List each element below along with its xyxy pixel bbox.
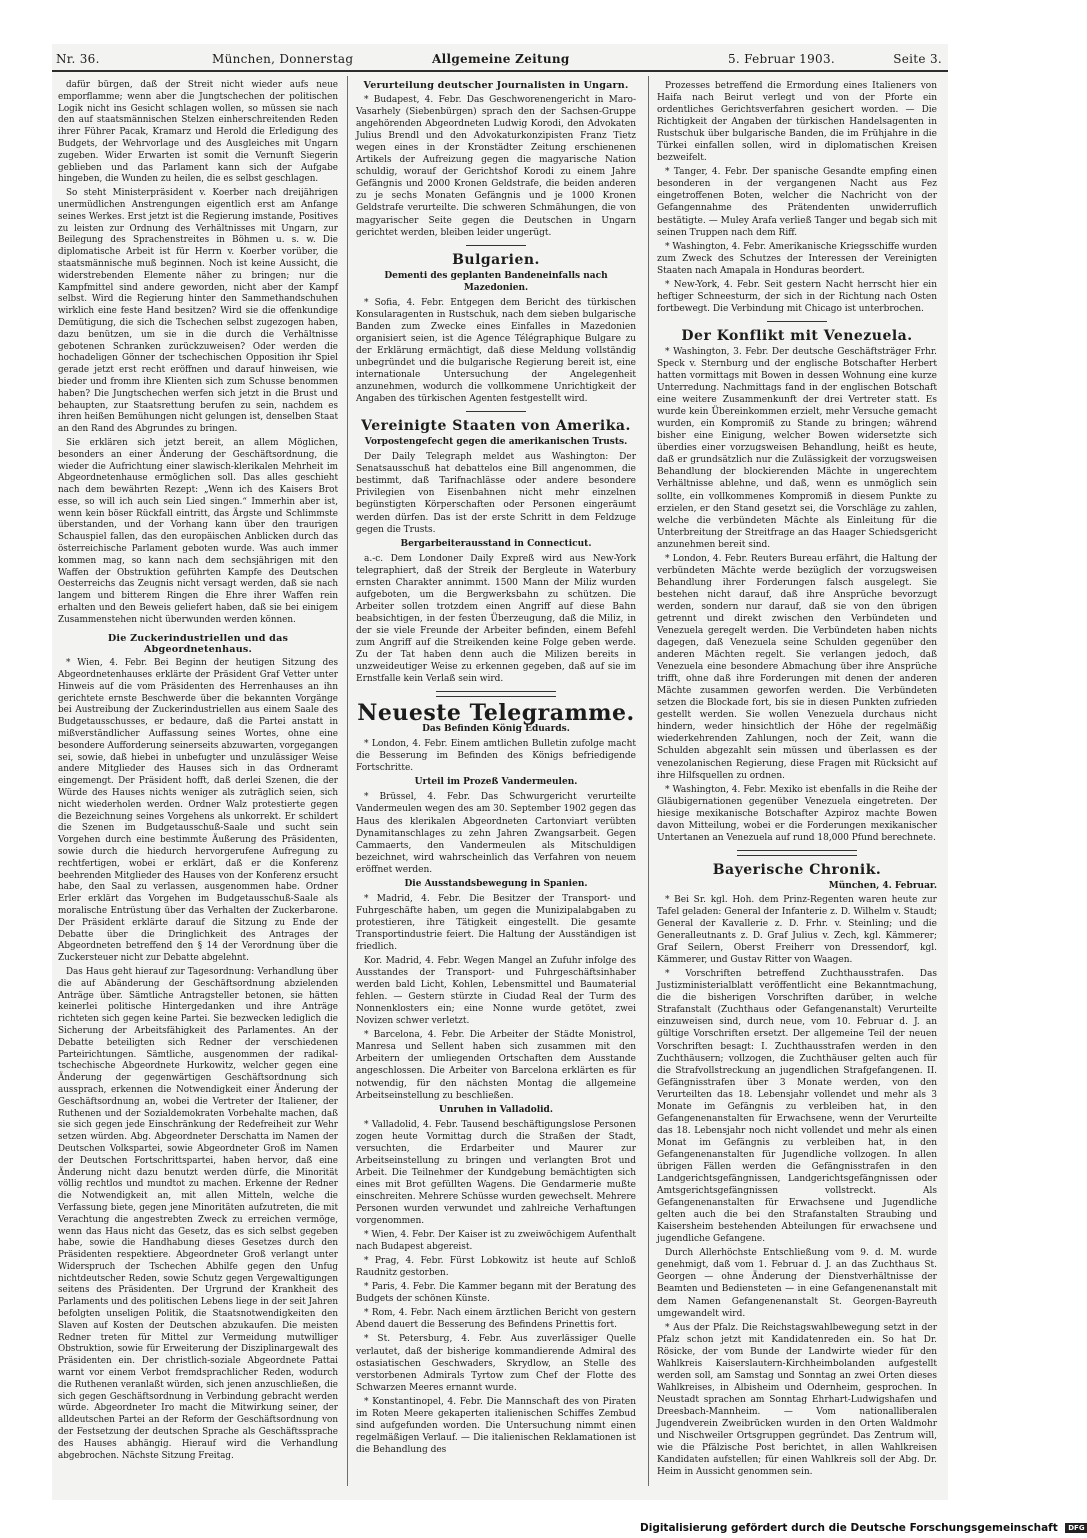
paragraph: dafür bürgen, daß der Streit nicht wieder aufs neue emporflamme; wenn aber die Jungtschechen der politischen Logik nicht ins Gesicht schlagen wollen, so müssen sie nach den auf staatsmännischen Stelzen einherschreitenden Reden ihrer Führer Pacak, Kramarz und Herold die Erledigung des Budgets, der Wehrvorlage und des Ausgleiches mit Ungarn zugeben. Wider Erwarten ist somit die Vernunft Siegerin geblieben und das Parlament kann sich der Aufgabe hingeben, die Wunden zu heilen, die es selbst geschlagen. — [58, 80, 338, 185]
paragraph: * Tanger, 4. Febr. Der spanische Gesandte empfing einen besonderen in der vergangenen Nacht aus Fez eingetroffenen Boten, welcher die Nachricht von der Gefangennahme des Prätendenten unwiderruflich bestätigte. — Muley Arafa verließ Tanger und begab sich mit seinen Truppen nach dem Riff. — [657, 167, 937, 238]
credit-text: Digitalisierung gefördert durch die Deutsche Forschungsgemeinschaft — [640, 1522, 1058, 1534]
paragraph: * Wien, 4. Febr. Der Kaiser ist zu zweiwöchigem Aufenthalt nach Budapest abgereist. — [356, 1230, 636, 1253]
paragraph: * Wien, 4. Febr. Bei Beginn der heutigen Sitzung des Abgeordnetenhauses erklärte der Präsident Graf Vetter unter Hinweis auf die vom Präsidenten des Herrenhauses an ihn gerichtete ernste Beschwerde über die bekannten Vorgänge bei Austreibung der Zuckerindustriellen aus einem Saale des Budgetausschusses, er bedaure, daß die Partei anstatt in mißverständlicher Auffassung seines Wortes, ohne eine besondere Aufforderung seinerseits abzuwarten, vorgegangen sei, sowie, daß hiebei in unbefugter und unzulässiger Weise andere Mitglieder des Hauses sich in das Ordneramt eingemengt. Der Präsident hofft, daß derlei Szenen, die der Würde des Hauses nichts weniger als zuträglich seien, sich nicht wiederholen werden. Ordner Walz protestierte gegen die Bezeichnung seines Vorgehens als unkorrekt. Er schildert die Szenen im Budgetausschuß-Saale und sucht sein Vorgehen durch eine bestimmte Äußerung des Präsidenten, sowie durch die hiedurch hervorgerufene Aufregung zu rechtfertigen, wobei er erklärt, daß er die Konferenz beehrenden Mitglieder des Hauses von der Konferenz ersucht habe, den Saal zu verlassen, ausgenommen habe. Ordner Erler erklärt das Vorgehen im Budgetausschuß-Saale als moralische Entrüstung über das Verhalten der Zuckerbarone. Der Präsident erklärte darauf die Sitzung zu Ende der Debatte über die Dringlichkeit des Antrages der Abgeordneten betreffend den § 14 der Verordnung über die Zuckersteuer nicht zur Debatte abgelehnt. — [58, 658, 338, 964]
paper-name: Allgemeine Zeitung — [432, 52, 570, 66]
section-heading-venezuela: Der Konflikt mit Venezuela. — [681, 327, 913, 344]
paragraph: * Rom, 4. Febr. Nach einem ärztlichen Bericht von gestern Abend dauert die Besserung des Befindens Prinettis fort. — [356, 1308, 636, 1331]
subheading-dementi: Dementi des geplanten Bandeneinfalls nach Mazedonien. — [384, 270, 608, 293]
issue-date: 5. Februar 1903. — [728, 52, 836, 66]
subheading-vandermeulen: Urteil im Prozeß Vandermeulen. — [414, 777, 578, 788]
dfg-logo-icon: DFG — [1065, 1523, 1087, 1533]
paragraph: * New-York, 4. Febr. Seit gestern Nacht herrscht hier ein heftiger Schneesturm, der sich in der Richtung nach Osten fortbewegt. Die Verbindung mit Chicago ist unterbrochen. — [657, 279, 937, 314]
issue-number: Nr. 36. — [56, 52, 100, 66]
divider — [767, 321, 827, 322]
column-left — [58, 80, 338, 1485]
section-heading-amerika: Vereinigte Staaten von Amerika. — [361, 418, 631, 435]
header-rule — [52, 70, 948, 72]
dateline-muenchen: München, 4. Februar. — [828, 880, 937, 891]
paragraph: * Valladolid, 4. Febr. Tausend beschäftigungslose Personen zogen heute Vormittag durch die Straßen der Stadt, versuchten, die Erdarbeiter und Maurer zur Arbeitseinstellung zu bringen und verlangten Brot und Arbeit. Die Teilnehmer der Kundgebung bemächtigten sich eines mit Brot gefüllten Wagens. Die Gendarmerie mußte einschreiten. Mehrere Schüsse wurden gewechselt. Mehrere Personen wurden verwundet und zahlreiche Verhaftungen vorgenommen. — [356, 1119, 636, 1227]
subheading-spanien: Die Ausstandsbewegung in Spanien. — [404, 878, 588, 889]
section-heading-bayerische-chronik: Bayerische Chronik. — [712, 861, 882, 878]
paragraph: a.-c. Dem Londoner Daily Expreß wird aus New-York telegraphiert, daß der Streik der Bergleute in Waterbury ernsten Charakter annimmt. 1500 Mann der Miliz wurden aufgeboten, um die Bergwerksbahn zu schützen. Die Arbeiter sollen trotzdem einen Angriff auf diese Bahn beabsichtigen, in der festen Überzeugung, daß die Miliz, in der sie viele Freunde der Arbeiter befinden, einem Befehl zum Angriff auf die Streikenden keine Folge geben werde. Zu der Tat haben denn auch die Milizen bereits in unzweideutiger Weise zu erkennen gegeben, daß auf sie im Ernstfalle kein Verlaß sein wird. — [356, 553, 636, 685]
paragraph: * London, 4. Febr. Reuters Bureau erfährt, die Haltung der verbündeten Mächte werde bezüglich der vorzugsweisen Behandlung ihrer Forderungen falsch ausgelegt. Sie bestehen nicht darauf, daß ihre Ansprüche bevorzugt werden, sondern nur darauf, daß sie von den übrigen getrennt und direkt zwischen den Verbündeten und Venezuela geregelt werden. Die Verbündeten haben nichts dagegen, daß Venezuela seine Schulden gegenüber den anderen Mächten regelt. Sie verlangen jedoch, daß Venezuela eine besondere Abmachung über ihre Ansprüche trifft, ohne daß ihre Forderungen mit denen der anderen Mächte zusammen geworfen werden. Die Verbündeten setzen die Blockade fort, bis sie in diesen Punkten zufrieden gestellt werden. Sie wollen Venezuela durchaus nicht hindern, weder hinsichtlich der Höhe der regelmäßig wiederkehrenden Zahlungen, noch der Zeit, wann die Schulden abgezahlt sein müssen und überlassen es der venezolanischen Regierung, diese Fragen mit Rücksicht auf ihre Hilfsquellen zu ordnen. — [657, 553, 937, 781]
subheading-koenig: Das Befinden König Eduards. — [422, 724, 570, 735]
running-head — [52, 52, 948, 70]
section-heading-telegramme: Neueste Telegramme. — [357, 700, 635, 727]
paragraph: Das Haus geht hierauf zur Tagesordnung: Verhandlung über die auf Abänderung der Geschäftsordnung abzielenden Anträge über. Sämtliche Antragsteller betonen, sie hätten keinerlei politische Hintergedanken und ihre Anträge richteten sich gegen keine Partei. Sie bezwecken lediglich die Sicherung der Arbeitsfähigkeit des Parlamentes. An der Debatte beteiligten sich Redner der verschiedenen Parteirichtungen. Sämtliche, ausgenommen der radikal-tschechische Abgeordnete Hurkowitz, welcher gegen eine Änderung der gegenwärtigen Geschäftsordnung sich aussprach, erkennen die Notwendigkeit einer Änderung der Geschäftsordnung an, wobei die Vertreter der Italiener, der Ruthenen und der Sozialdemokraten Vorbehalte machen, daß sie sich gegen jede Einschränkung der Redefreiheit zur Wehr setzen würden. Abg. Abgeordneter Derschatta im Namen der Deutschen Volkspartei, sowie Abgeordneter Groß im Namen der Deutschen Fortschrittspartei, haben hervor, daß eine Änderung nicht dazu benutzt werden dürfe, die Minorität völlig rechtlos und mundtot zu machen. Erkenne der Redner die Notwendigkeit an, mit allen Mitteln, welche die Verfassung biete, gegen jene Minoritäten aufzutreten, die mit Verachtung die angestrebten Zweck zu erreichen vermöge, wenn das Haus nicht das Gesetz, das es sich selbst gegeben habe, sowie die Handhabung dieses Gesetzes durch den Präsidenten respektiere. Abgeordneter Groß verlangt unter Widerspruch der Tschechen Abhilfe gegen den Unfug nichtdeutscher Reden, sowie Schutz gegen Vergewaltigungen seitens des Präsidenten. Der Urgrund der Krankheit des Parlaments und des politischen Lebens liege in der seit Jahren befolgten unseligen Politik, die Staatsnotwendigkeiten den Slaven auf Kosten der Deutschen abzukaufen. Die meisten Redner treten für Mittel zur Vermeidung mutwilliger Obstruktion, sowie für Erweiterung der Disziplinargewalt des Präsidenten ein. Der christlich-soziale Abgeordnete Pattai warnt vor einem Verbot fremdsprachlicher Reden, wodurch die Ruthenen veranlaßt würden, sich jenen anzuschließen, die sich gegen Geschäftsordnung in Verbindung gebracht werden würde. Abgeordneter Iro macht die Mitwirkung seiner, der alldeutschen Partei an der Reform der Geschäftsordnung von der Festsetzung der deutschen Sprache als Geschäftssprache des Hauses abhängig. Hierauf wird die Verhandlung abgebrochen. Nächste Sitzung Freitag. — [58, 966, 338, 1461]
divider — [466, 411, 526, 412]
paragraph: * Bei Sr. kgl. Hoh. dem Prinz-Regenten waren heute zur Tafel geladen: General der Infanterie z. D. Wilhelm v. Staudt; General der Kavallerie z. D. Frhr. v. Steinling; und die Generalleutnants z. D. Graf Julius v. Zech, kgl. Kämmerer; Graf Seilern, Oberst Freiherr von Dressendorf, kgl. Kämmerer, und Gustav Ritter von Waagen. — [657, 894, 937, 966]
divider-double — [737, 850, 857, 856]
paragraph: Der Daily Telegraph meldet aus Washington: Der Senatsausschuß hat debattelos eine Bill angenommen, die bestimmt, daß Tarifnachlässe oder andere besondere Privilegien von Eisenbahnen nicht mehr einzelnen begünstigten Körperschaften oder Personen eingeräumt werden dürfen. Das ist der erste Schritt in dem Feldzuge gegen die Trusts. — [356, 452, 636, 535]
divider — [466, 245, 526, 246]
column-middle — [356, 80, 636, 1485]
section-heading-bulgarien: Bulgarien. — [452, 251, 540, 268]
subheading-journalisten: Verurteilung deutscher Journalisten in Ungarn. — [363, 80, 629, 91]
paragraph: * Washington, 4. Febr. Amerikanische Kriegsschiffe wurden zum Zweck des Schutzes der Interessen der Vereinigten Staaten nach Amapala in Honduras beordert. — [657, 241, 937, 276]
paragraph: * Sofia, 4. Febr. Entgegen dem Bericht des türkischen Konsularagenten in Rustschuk, nach dem sieben bulgarische Banden zum Zwecke eines Einfalles in Mazedonien organisiert seien, ist die Agence Télégraphique Bulgare zu der Erklärung ermächtigt, daß diese Meldung vollständig unbegründet und die bulgarische Regierung bereit ist, eine internationale Untersuchung der Angelegenheit anzunehmen, wodurch die vollkommene Unrichtigkeit der Angaben des türkischen Agenten festgestellt wird. — [356, 297, 636, 405]
column-rule-2 — [648, 76, 649, 1486]
subheading-trusts: Vorpostengefecht gegen die amerikanischen Trusts. — [364, 437, 628, 448]
digitization-credit — [640, 1522, 1085, 1536]
paragraph: Prozesses betreffend die Ermordung eines Italieners von Haifa nach Beirut verlegt und von der Pforte ein ordentliches Gerichtsverfahren gesichert worden. — Die Richtigkeit der Angaben der türkischen Handelsagenten in Rustschuk über bulgarische Banden, die im Frühjahre in die Türkei einfallen sollen, wird in diplomatischen Kreisen bezweifelt. — [657, 81, 937, 164]
paragraph: * Vorschriften betreffend Zuchthausstrafen. Das Justizministerialblatt veröffentlicht eine Bekanntmachung, die die bisherigen Vorschriften darüber, in welche Strafanstalt (Zuchthaus oder Gefangenanstalt) Verurteilte einzuweisen sind, durch neue, vom 10. Februar d. J. an gültige Vorschriften ersetzt. Der allgemeine Teil der neuen Vorschriften besagt: I. Zuchthausstrafen werden in den Zuchthäusern; vollzogen, die Zuchthäuser gelten auch für die Strafvollstreckung an jugendlichen Strafgefangenen. II. Gefängnisstrafen über 3 Monate werden, von den Verurteilten das 18. Lebensjahr vollendet und mehr als 3 Monate im Gefängnis zu verbleiben hat, in den Gefangenenanstalten für Erwachsene, wenn der Verurteilte das 18. Lebensjahr noch nicht vollendet und mehr als einen Monat im Gefängnis zu verbleiben hat, in den Gefangenenanstalten für Jugendliche vollzogen. In allen übrigen Fällen werden die Gefängnisstrafen in den Landgerichtsgefängnissen, Landgerichtsgefängnissen oder Amtsgerichtsgefängnissen vollstreckt. Als Gefangenenanstalten für Erwachsene und Jugendliche gelten auch die bei den Strafanstalten Straubing und Kaisersheim bestehenden Abteilungen für erwachsene und jugendliche Gefangene. — [657, 969, 937, 1245]
place-day: München, Donnerstag — [212, 52, 354, 66]
column-rule-1 — [347, 76, 348, 1486]
paragraph: * Budapest, 4. Febr. Das Geschworenengericht in Maro-Vasarhely (Siebenbürgen) sprach den der Sachsen-Gruppe angehörenden Abgeordneten Ludwig Korodi, den Advokaten Julius Brendl und den Advokaturkonzipisten Franz Tietz wegen eines in der Kronstädter Zeitung erschienenen Artikels der Aufreizung gegen die magyarische Nation schuldig, worauf der Gerichtshof Korodi zu einem Jahre Gefängnis und 2000 Kronen Geldstrafe, die beiden anderen zu je sechs Monaten Gefängnis und je 1000 Kronen Geldstrafe verurteilte. Die schweren Schmähungen, die von magyarischer Seite gegen die Deutschen in Ungarn gerichtet werden, bleiben leider ungerügt. — [356, 95, 636, 238]
paragraph: * Prag, 4. Febr. Fürst Lobkowitz ist heute auf Schloß Raudnitz gestorben. — [356, 1256, 636, 1279]
divider-double — [436, 691, 556, 697]
paragraph: Kor. Madrid, 4. Febr. Wegen Mangel an Zufuhr infolge des Ausstandes der Transport- und Fuhrgeschäftsinhaber werden bald Licht, Kohlen, Lebensmittel und Baumaterial fehlen. — Gestern stürzte in Ciudad Real der Turm des Nonnenklosters ein; eine Nonne wurde getötet, zwei Novizen schwer verletzt. — [356, 956, 636, 1027]
paragraph: * London, 4. Febr. Einem amtlichen Bulletin zufolge macht die Besserung im Befinden des Königs befriedigende Fortschritte. — [356, 739, 636, 774]
paragraph: * St. Petersburg, 4. Febr. Aus zuverlässiger Quelle verlautet, daß der bisherige kommandierende Admiral des ostasiatischen Geschwaders, Skrydlow, an Stelle des verstorbenen Admirals Tyrtow zum Chef der Flotte des Schwarzen Meeres ernannt wurde. — [356, 1334, 636, 1393]
paragraph: * Brüssel, 4. Febr. Das Schwurgericht verurteilte Vandermeulen wegen des am 30. September 1902 gegen das Haus des klerikalen Abgeordneten Cartonviart verübten Dynamitanschlages zu zehn Jahren Zwangsarbeit. Gegen Cammaerts, den Vandermeulen als Mitschuldigen bezeichnet, wird wahrscheinlich das Verfahren von neuem eröffnet werden. — [356, 792, 636, 875]
paragraph: * Konstantinopel, 4. Febr. Die Mannschaft des von Piraten im Roten Meere gekaperten italienischen Schiffes Zembud sind aufgefunden worden. Die Untersuchung nimmt einen regelmäßigen Verlauf. — Die italienischen Reklamationen ist die Behandlung des — [356, 1396, 636, 1455]
paragraph: So steht Ministerpräsident v. Koerber nach dreijährigen unermüdlichen Anstrengungen eigentlich erst am Anfange seines Werkes. Erst jetzt ist die Regierung imstande, Positives zu leisten zur Ordnung des Verhältnisses mit Ungarn, zur Beilegung des Sprachenstreites in Böhmen u. s. w. Die diplomatische Arbeit ist für Herrn v. Koerber vorüber, die staatsmännische muß beginnen. Noch ist keine Aussicht, die widerstrebenden Elemente näher zu bringen; nur die Kampfmittel sind andere geworden, nicht aber der Kampf selbst. Wird die Regierung hinter den Sammethandschuhen wirklich eine feste Hand besitzen? Wird sie die offenkundige Demütigung, die sich die Tschechen selbst zugezogen haben, dazu benützen, um sie in die durch die Verhältnisse gebotenen Schranken zurückzuweisen? Oder werden die hochadeligen Gönner der tschechischen Opposition ihr Spiel gerade jetzt erst recht eröffnen und darauf hinweisen, wie bieder und fromm ihre Klienten sich zum Schusse benommen haben? Die Jungtschechen werfen sich jetzt in die Brust und behaupten, zur Staatsrettung berufen zu sein, nachdem es ihren heißen Bemühungen nicht gelungen ist, denselben Staat an den Rand des Abgrundes zu bringen. — [58, 188, 338, 435]
paragraph: Sie erklären sich jetzt bereit, an allem Möglichen, besonders an einer Änderung der Geschäftsordnung, die wieder die Aufrichtung einer slawisch-klerikalen Mehrheit im Abgeordnetenhause ermöglichen soll. Das alles geschieht nach dem bewährten Rezept: „Wenn ich des Kaisers Brot esse, so will ich auch sein Lied singen.“ Immerhin aber ist, wenn kein böser Rückfall eintritt, das Ärgste und Schlimmste überstanden, und der Vorhang kann über den traurigen Schauspiel fallen, das den europäischen Anblicken durch das österreichische Parlament geboten wurde. Was auch immer kommen mag, so kann nach dem sechsjährigen mit den Waffen der Obstruktion geführten Kampfe des Deutschen Oesterreichs das Zeugnis nicht versagt werden, daß sie nach langem und bitterem Ringen die Ehre ihrer Waffen rein erhalten und den Beweis geliefert haben, daß sie bei einigem Zusammenstehen nicht überwunden werden können. — [58, 437, 338, 625]
subheading-zuckerindustrielle: Die Zuckerindustriellen und das Abgeordnetenhaus. — [107, 632, 289, 656]
paragraph: * Barcelona, 4. Febr. Die Arbeiter der Städte Monistrol, Manresa und Sellent haben sich zusammen mit den Arbeitern der umliegenden Ortschaften dem Ausstande angeschlossen. Die Arbeiter von Barcelona erklärten es für notwendig, für den nächsten Montag die allgemeine Arbeitseinstellung zu beschließen. — [356, 1030, 636, 1101]
paragraph: * Washington, 4. Febr. Mexiko ist ebenfalls in die Reihe der Gläubigernationen gegenüber Venezuela eingetreten. Der hiesige mexikanische Botschafter Azpiroz machte Bowen davon Mitteilung, wobei er die Forderungen mexikanischer Untertanen an Venezuela auf rund 18,000 Pfund berechnete. — [657, 784, 937, 843]
subheading-connecticut: Bergarbeiterausstand in Connecticut. — [400, 538, 592, 549]
newspaper-page — [52, 44, 948, 1500]
paragraph: * Paris, 4. Febr. Die Kammer begann mit der Beratung des Budgets der schönen Künste. — [356, 1282, 636, 1305]
paragraph: Durch Allerhöchste Entschließung vom 9. d. M. wurde genehmigt, daß vom 1. Februar d. J. an das Zuchthaus St. Georgen — ohne Änderung der Dienstverhältnisse der Beamten und Bediensteten — in eine Gefangenenanstalt mit dem Namen Gefangenenanstalt St. Georgen-Bayreuth umgewandelt wird. — [657, 1248, 937, 1319]
paragraph: * Madrid, 4. Febr. Die Besitzer der Transport- und Fuhrgeschäfte haben, um gegen die Munizipalabgaben zu protestieren, ihre Tätigkeit eingestellt. Die gesamte Transportindustrie feiert. Die Haltung der Ausständigen ist friedlich. — [356, 893, 636, 952]
paragraph: * Washington, 3. Febr. Der deutsche Geschäftsträger Frhr. Speck v. Sternburg und der englische Botschafter Herbert hatten vormittags mit Bowen in dessen Wohnung eine kurze Unterredung. Nachmittags fand in der englischen Botschaft eine weitere Zusammenkunft der drei Vertreter statt. Es wurde kein Übereinkommen erzielt, mehr Versuche gemacht wurden, ein Kompromiß zu Stande zu bringen; während bisher eine Einigung, welcher Bowen widersetzte sich überdies einer vorzugsweisen Behandlung, heißt es heute, daß er grundsätzlich nur die Zulässigkeit der vorzugsweisen Behandlung der blockierenden Mächte in ungerechtem Verhältnisse ablehne, und daß, wenn es unmöglich sein sollte, ein vollkommenes Kompromiß in diesem Punkte zu erzielen, er den Stand gesetzt sei, die Vorschläge zu zahlen, welche die verbündeten Mächte als Einleitung für die Unterbreitung der Streitfrage an das Haager Schiedsgericht anzunehmen bereit sind. — [657, 346, 937, 550]
column-right — [657, 80, 937, 1485]
paragraph: * Aus der Pfalz. Die Reichstagswahlbewegung setzt in der Pfalz schon jetzt mit Kandidatenreden ein. So hat Dr. Rösicke, der vom Bunde der Landwirte wieder für den Wahlkreis Kaiserslautern-Kirchheimbolanden aufgestellt werden soll, am Samstag und Sonntag an zwei Orten dieses Wahlkreises, in Albisheim und Odernheim, gesprochen. In Neustadt sprachen am Sonntag Ehrhart-Ludwigshafen und Dreesbach-Mannheim. — Vom nationalliberalen Jugendverein Zweibrücken wurden in den Orten Waldmohr und Nischweiler Ortsgruppen gegründet. Das Zentrum will, wie die Pfälzische Post berichtet, in allen Wahlkreisen Kandidaten aufstellen; für einen Wahlkreis soll der Abg. Dr. Heim in Aussicht genommen sein. — [657, 1322, 937, 1478]
page-number: Seite 3. — [893, 52, 942, 66]
subheading-valladolid: Unruhen in Valladolid. — [439, 1104, 553, 1115]
